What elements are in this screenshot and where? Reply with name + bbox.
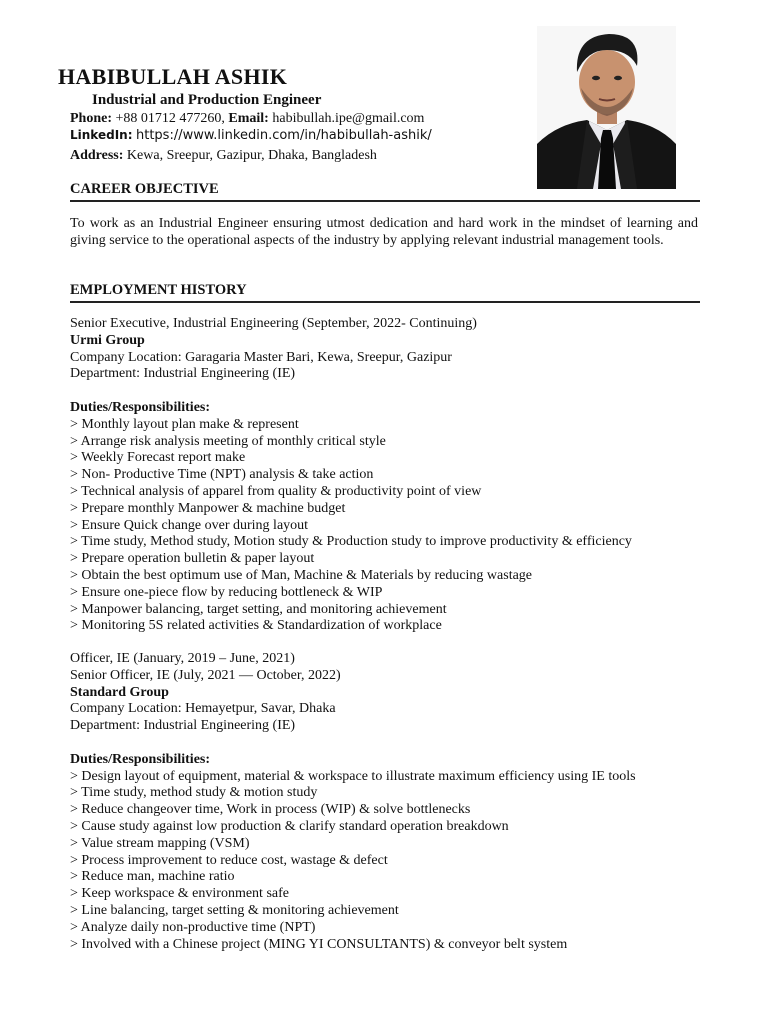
job-urmi-group bbox=[70, 316, 710, 635]
list-item: > Technical analysis of apparel from quality & productivity point of view bbox=[70, 483, 482, 499]
company-location: Company Location: Garagaria Master Bari, Kewa, Sreepur, Gazipur bbox=[70, 349, 452, 365]
linkedin-link[interactable]: https://www.linkedin.com/in/habibullah-ashik/ bbox=[136, 128, 432, 143]
list-item: > Non- Productive Time (NPT) analysis & take action bbox=[70, 467, 374, 483]
list-item: > Obtain the best optimum use of Man, Machine & Materials by reducing wastage bbox=[70, 567, 533, 583]
candidate-name: HABIBULLAH ASHIK bbox=[58, 64, 288, 89]
company-name: Urmi Group bbox=[70, 332, 145, 348]
list-item: > Arrange risk analysis meeting of monthly critical style bbox=[70, 433, 386, 449]
address-value: Kewa, Sreepur, Gazipur, Dhaka, Bangladesh bbox=[126, 148, 377, 163]
list-item: > Cause study against low production & clarify standard operation breakdown bbox=[70, 818, 509, 834]
list-item: > Weekly Forecast report make bbox=[70, 450, 246, 466]
department: Department: Industrial Engineering (IE) bbox=[70, 718, 296, 734]
company-location: Company Location: Hemayetpur, Savar, Dhaka bbox=[70, 701, 336, 717]
duties-list bbox=[70, 417, 710, 635]
list-item: > Involved with a Chinese project (MING YI CONSULTANTS) & conveyor belt system bbox=[70, 936, 568, 952]
list-item: > Time study, Method study, Motion study & Production study to improve productivity & efficiency bbox=[70, 534, 632, 550]
phone-value: +88 01712 477260, bbox=[115, 111, 225, 126]
duties-list bbox=[70, 769, 710, 954]
section-employment-history: EMPLOYMENT HISTORY bbox=[70, 282, 700, 303]
list-item: > Design layout of equipment, material & workspace to illustrate maximum efficiency using IE tools bbox=[70, 768, 636, 784]
section-career-objective: CAREER OBJECTIVE bbox=[70, 181, 700, 202]
list-item: > Value stream mapping (VSM) bbox=[70, 835, 250, 851]
contact-phone-email bbox=[70, 110, 424, 127]
department: Department: Industrial Engineering (IE) bbox=[70, 366, 296, 382]
contact-linkedin bbox=[70, 127, 432, 144]
list-item: > Monthly layout plan make & represent bbox=[70, 416, 299, 432]
list-item: > Prepare operation bulletin & paper layout bbox=[70, 551, 315, 567]
list-item: > Prepare monthly Manpower & machine budget bbox=[70, 500, 346, 516]
duties-heading: Duties/Responsibilities: bbox=[70, 751, 211, 767]
portrait-illustration bbox=[537, 26, 676, 189]
candidate-title: Industrial and Production Engineer bbox=[92, 92, 322, 108]
list-item: > Line balancing, target setting & monitoring achievement bbox=[70, 902, 399, 918]
profile-photo bbox=[537, 26, 676, 189]
list-item: > Reduce man, machine ratio bbox=[70, 869, 235, 885]
list-item: > Ensure one-piece flow by reducing bottleneck & WIP bbox=[70, 584, 383, 600]
contact-address bbox=[70, 147, 377, 164]
job-position: Senior Executive, Industrial Engineering (September, 2022- Continuing) bbox=[70, 316, 477, 331]
list-item: > Analyze daily non-productive time (NPT) bbox=[70, 919, 316, 935]
address-label: Address: bbox=[70, 148, 124, 163]
company-name: Standard Group bbox=[70, 684, 169, 700]
list-item: > Reduce changeover time, Work in process (WIP) & solve bottlenecks bbox=[70, 802, 471, 818]
phone-label: Phone: bbox=[70, 111, 112, 126]
job-position: Senior Officer, IE (July, 2021 — October, 2022) bbox=[70, 667, 341, 683]
list-item: > Process improvement to reduce cost, wastage & defect bbox=[70, 852, 388, 868]
list-item: > Time study, method study & motion study bbox=[70, 785, 318, 801]
linkedin-label: LinkedIn: bbox=[70, 128, 133, 142]
list-item: > Monitoring 5S related activities & Standardization of workplace bbox=[70, 618, 442, 634]
career-objective-text: To work as an Industrial Engineer ensuring utmost dedication and hard work in the mindset of learning and giving service to the operational aspects of the industry by applying relevant industrial management tools. bbox=[70, 216, 698, 248]
job-standard-group bbox=[70, 651, 710, 953]
list-item: > Manpower balancing, target setting, and monitoring achievement bbox=[70, 601, 447, 617]
email-label: Email: bbox=[228, 111, 269, 126]
list-item: > Ensure Quick change over during layout bbox=[70, 517, 309, 533]
duties-heading: Duties/Responsibilities: bbox=[70, 399, 211, 415]
list-item: > Keep workspace & environment safe bbox=[70, 886, 289, 902]
email-link[interactable]: habibullah.ipe@gmail.com bbox=[272, 111, 425, 126]
job-position: Officer, IE (January, 2019 – June, 2021) bbox=[70, 651, 295, 666]
